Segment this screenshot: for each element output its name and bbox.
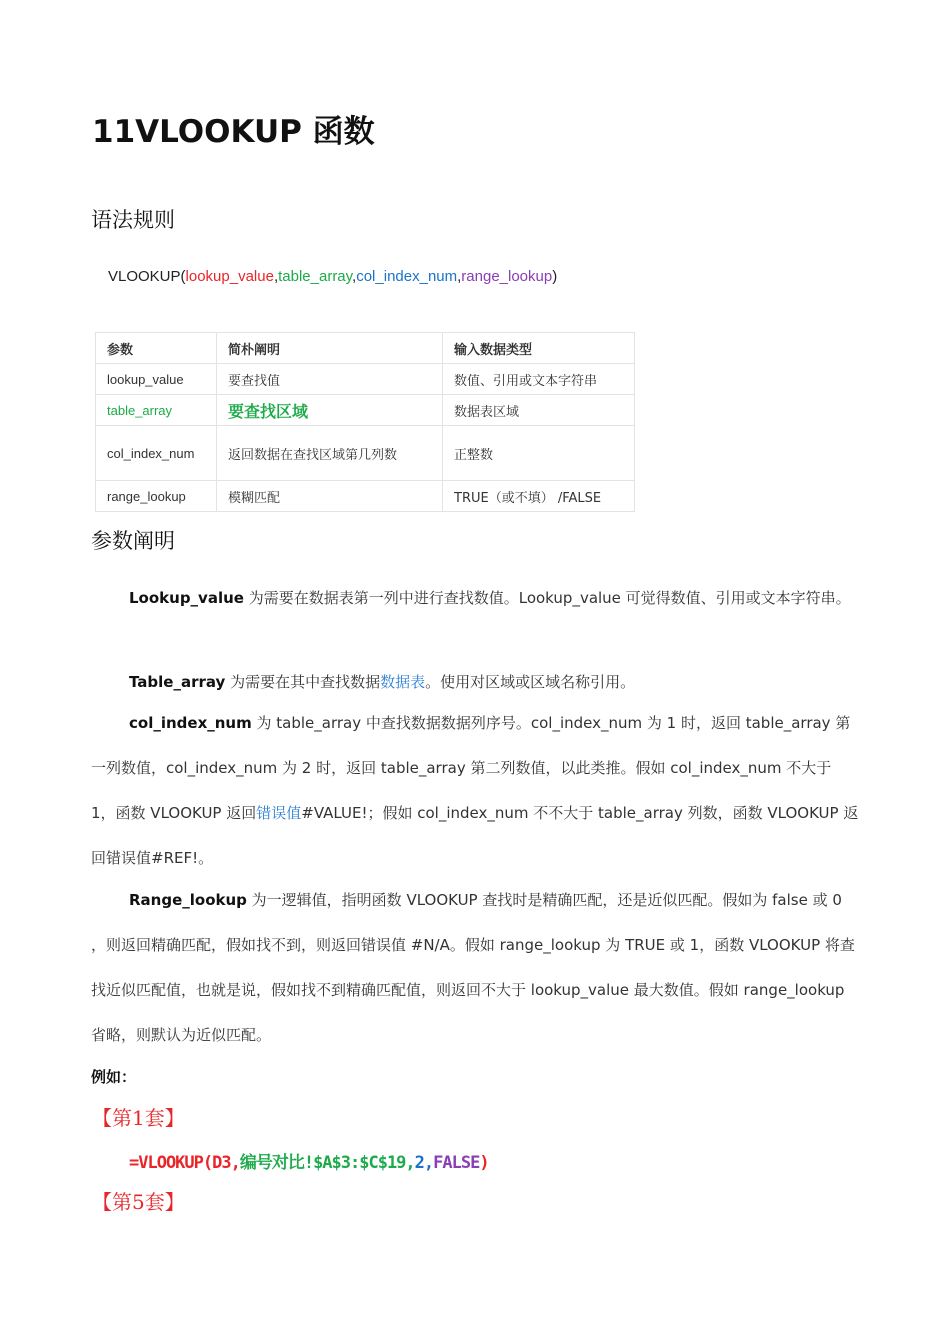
table-row (96, 481, 635, 512)
table-cell: 要查找区域 (217, 395, 443, 426)
term-lookup-value: Lookup_value (129, 589, 244, 607)
table-cell: 返回数据在查找区域第几列数 (217, 426, 443, 481)
syntax-arg-col-index-num: col_index_num (356, 268, 458, 285)
syntax-separator: , (273, 268, 279, 285)
syntax-prefix: VLOOKUP( (108, 268, 186, 285)
section-heading-params: 参数阐明 (91, 529, 175, 553)
paragraph-text: 。使用对区域或区域名称引用。 (425, 673, 636, 691)
table-cell: lookup_value (96, 364, 217, 395)
formula-part-close: ) (479, 1153, 489, 1173)
table-cell: 要查找值 (217, 364, 443, 395)
formula-part-range-lookup: FALSE (433, 1153, 480, 1173)
table-cell: TRUE（或不填） /FALSE (443, 481, 635, 512)
paragraph-text: 为一逻辑值，指明函数 VLOOKUP 查找时是精确匹配，还是近似匹配。假如为 false 或 0 ，则返回精确匹配，假如找不到，则返回错误值 #N/A。假如 range_lookup 为 TRUE 或 1，函数 VLOOKUP 将查找近似匹配值，也就是说，假如找不到精确匹配值，则返回不大于 lookup_value 最大数值。假如 range_lookup 省略，则默认为近似匹配。 (91, 891, 855, 1044)
term-col-index-num: col_index_num (129, 714, 252, 732)
syntax-suffix: ) (552, 268, 558, 285)
table-row (96, 395, 635, 426)
table-cell: 正整数 (443, 426, 635, 481)
table-header-cell: 输入数据类型 (443, 333, 635, 364)
term-table-array: Table_array (129, 673, 226, 691)
table-row (96, 364, 635, 395)
syntax-separator: , (457, 268, 462, 285)
paragraph-col-index-num (91, 701, 859, 881)
syntax-arg-range-lookup: range_lookup (461, 268, 553, 285)
set-5-title: 【第5套】 (92, 1190, 185, 1214)
section-heading-syntax: 语法规则 (91, 208, 175, 232)
paragraph-range-lookup (91, 878, 859, 1058)
formula-part-range: 编号对比!$A$3:$C$19, (239, 1153, 415, 1173)
syntax-separator: , (352, 268, 357, 285)
paragraph-text: 为 table_array 中查找数据数据列序号。col_index_num 为 1 时，返回 table_array 第一列数值，col_index_num 为 2 时，返回 table_array 第二列数值，以此类推。假如 col_index_num 不大于 1，函数 VLOOKUP 返回 (91, 714, 851, 822)
paragraph-text: 为需要在数据表第一列中进行查找数值。Lookup_value 可觉得数值、引用或文本字符串。 (243, 589, 851, 607)
table-cell: 数据表区域 (443, 395, 635, 426)
formula-part-function: =VLOOKUP(D3, (129, 1153, 240, 1173)
table-cell: 数值、引用或文本字符串 (443, 364, 635, 395)
page-title: 11VLOOKUP 函数 (92, 114, 375, 150)
table-header-row (96, 333, 635, 364)
table-cell: table_array (96, 395, 217, 426)
paragraph-text: 为需要在其中查找数据 (225, 673, 381, 691)
set-1-title: 【第1套】 (92, 1106, 185, 1130)
paragraph-table-array (91, 660, 859, 704)
paragraph-lookup-value (91, 576, 859, 621)
paragraph-text: #VALUE!；假如 col_index_num 不不大于 table_array 列数，函数 VLOOKUP 返回错误值#REF!。 (91, 804, 859, 867)
table-header-cell: 参数 (96, 333, 217, 364)
syntax-arg-lookup-value: lookup_value (185, 268, 274, 285)
syntax-line (108, 268, 557, 285)
parameter-table (95, 332, 635, 512)
table-header-cell: 简朴阐明 (217, 333, 443, 364)
syntax-arg-table-array: table_array (278, 268, 353, 285)
table-cell: 模糊匹配 (217, 481, 443, 512)
formula-part-col-index: 2, (414, 1153, 434, 1173)
formula-line (129, 1148, 489, 1173)
table-cell: range_lookup (96, 481, 217, 512)
table-row (96, 426, 635, 481)
table-cell: col_index_num (96, 426, 217, 481)
link-data-table[interactable]: 数据表 (380, 673, 426, 691)
example-label: 例如： (91, 1068, 137, 1086)
link-error-value[interactable]: 错误值 (256, 804, 302, 822)
term-range-lookup: Range_lookup (129, 891, 247, 909)
